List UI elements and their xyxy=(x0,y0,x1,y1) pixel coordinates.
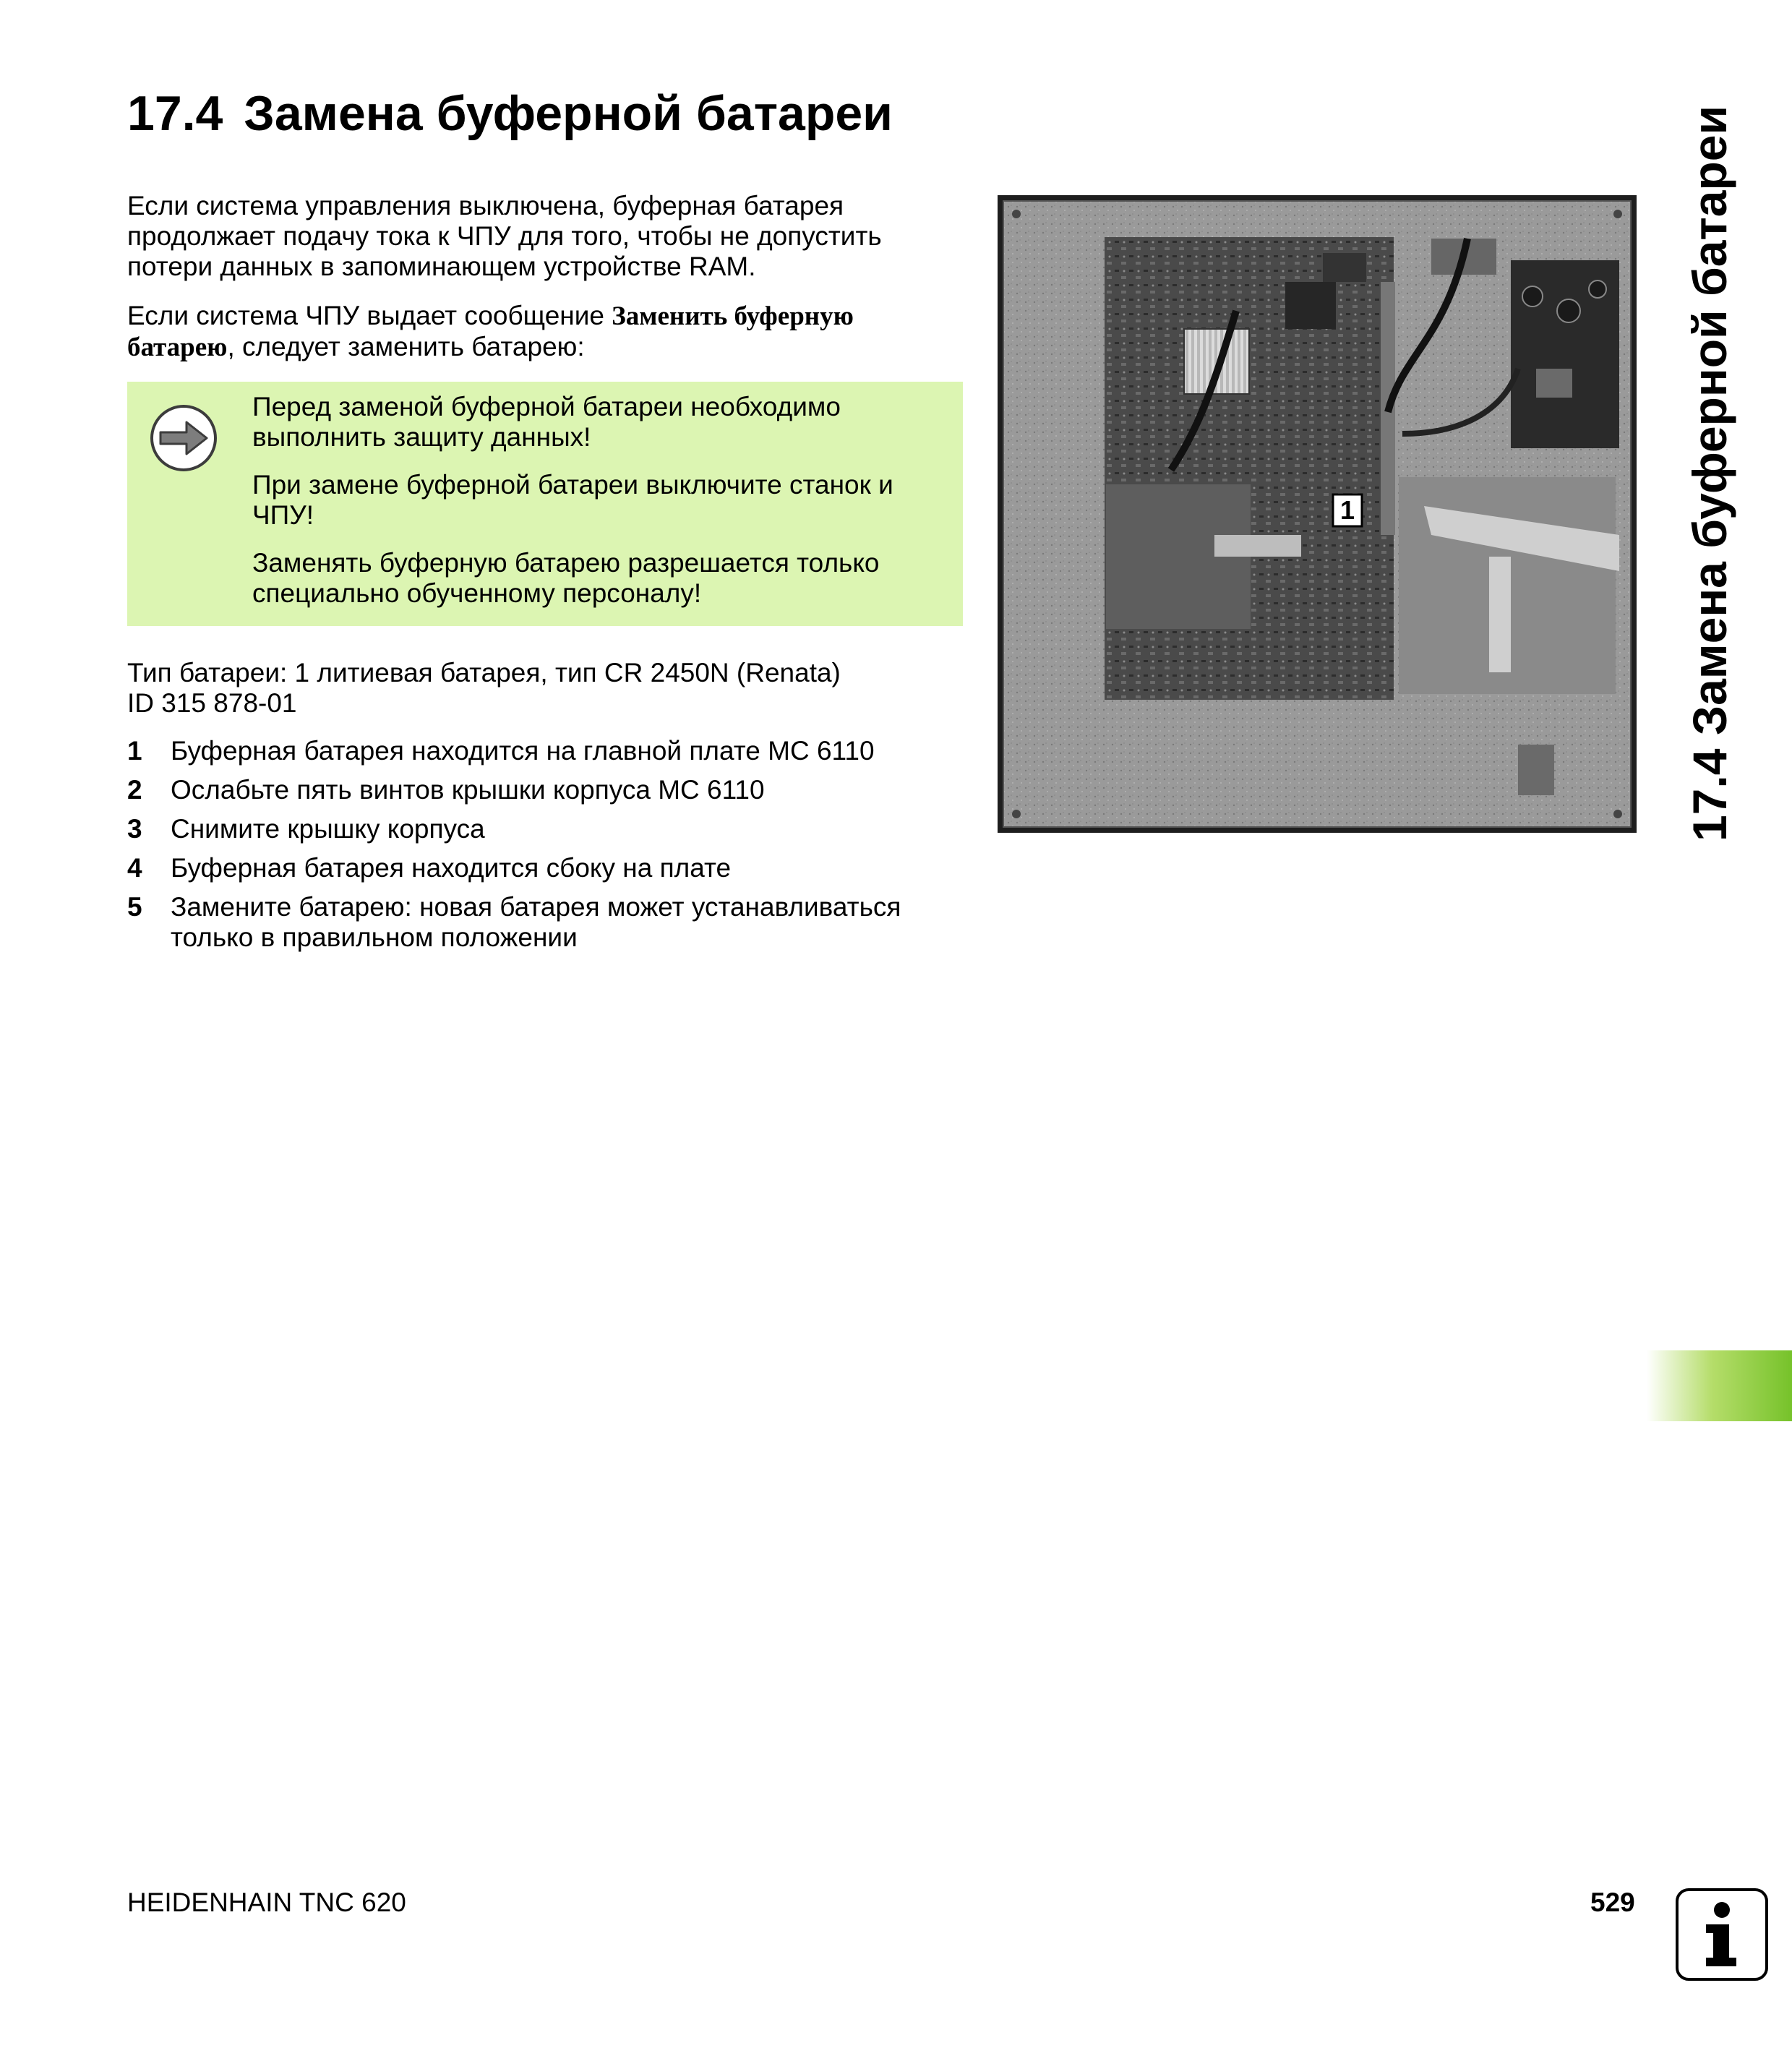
safety-notice xyxy=(127,382,963,626)
list-item xyxy=(127,853,959,883)
step-text: Снимите крышку корпуса xyxy=(171,814,485,844)
control-message: Заменить буферную батарею xyxy=(127,301,854,362)
page-number: 529 xyxy=(1590,1888,1635,1917)
notice-text xyxy=(252,392,932,626)
list-item xyxy=(127,775,959,805)
section-number: 17.4 xyxy=(127,86,223,141)
section-title: Замена буферной батареи xyxy=(244,86,893,141)
step-number: 5 xyxy=(127,892,142,922)
step-number: 4 xyxy=(127,853,142,883)
message-paragraph xyxy=(127,301,959,363)
list-item xyxy=(127,892,959,953)
list-item xyxy=(127,814,959,844)
info-glyph-icon xyxy=(1679,1891,1765,1978)
battery-type: Тип батареи: 1 литиевая батарея, тип CR 2450N (Renata) xyxy=(127,658,841,687)
controller-photo xyxy=(998,195,1637,833)
step-text: Буферная батарея находится на главной плате MC 6110 xyxy=(171,736,875,766)
battery-id: ID 315 878-01 xyxy=(127,688,297,718)
side-title-wrap xyxy=(1670,94,1749,853)
message-prefix: Если система ЧПУ выдает сообщение xyxy=(127,301,612,330)
step-text: Замените батарею: новая батарея может устанавливаться только в правильном положении xyxy=(171,892,901,952)
step-number: 3 xyxy=(127,814,142,844)
page-title xyxy=(127,85,893,142)
battery-info xyxy=(127,658,959,719)
notice-line: Заменять буферную батарею разрешается только специально обученному персоналу! xyxy=(252,548,880,608)
notice-line: Перед заменой буферной батареи необходимо выполнить защиту данных! xyxy=(252,392,841,452)
step-text: Ослабьте пять винтов крышки корпуса MC 6110 xyxy=(171,775,765,805)
message-suffix: , следует заменить батарею: xyxy=(227,332,585,361)
photo-callout: 1 xyxy=(1339,495,1355,525)
notice-line: При замене буферной батареи выключите станок и ЧПУ! xyxy=(252,470,893,530)
intro-paragraph: Если система управления выключена, буферная батарея продолжает подачу тока к ЧПУ для того, чтобы не допустить потери данных в запоминающем устройстве RAM. xyxy=(127,191,882,281)
step-number: 2 xyxy=(127,775,142,805)
step-number: 1 xyxy=(127,736,142,766)
step-text: Буферная батарея находится сбоку на плате xyxy=(171,853,732,883)
info-icon xyxy=(1676,1888,1768,1981)
chapter-tab xyxy=(1647,1350,1792,1421)
side-section-title: 17.4 Замена буферной батареи xyxy=(1683,105,1736,842)
steps-list xyxy=(127,736,959,961)
arrow-right-icon xyxy=(149,403,218,473)
footer-product: HEIDENHAIN TNC 620 xyxy=(127,1888,406,1917)
list-item xyxy=(127,736,959,766)
